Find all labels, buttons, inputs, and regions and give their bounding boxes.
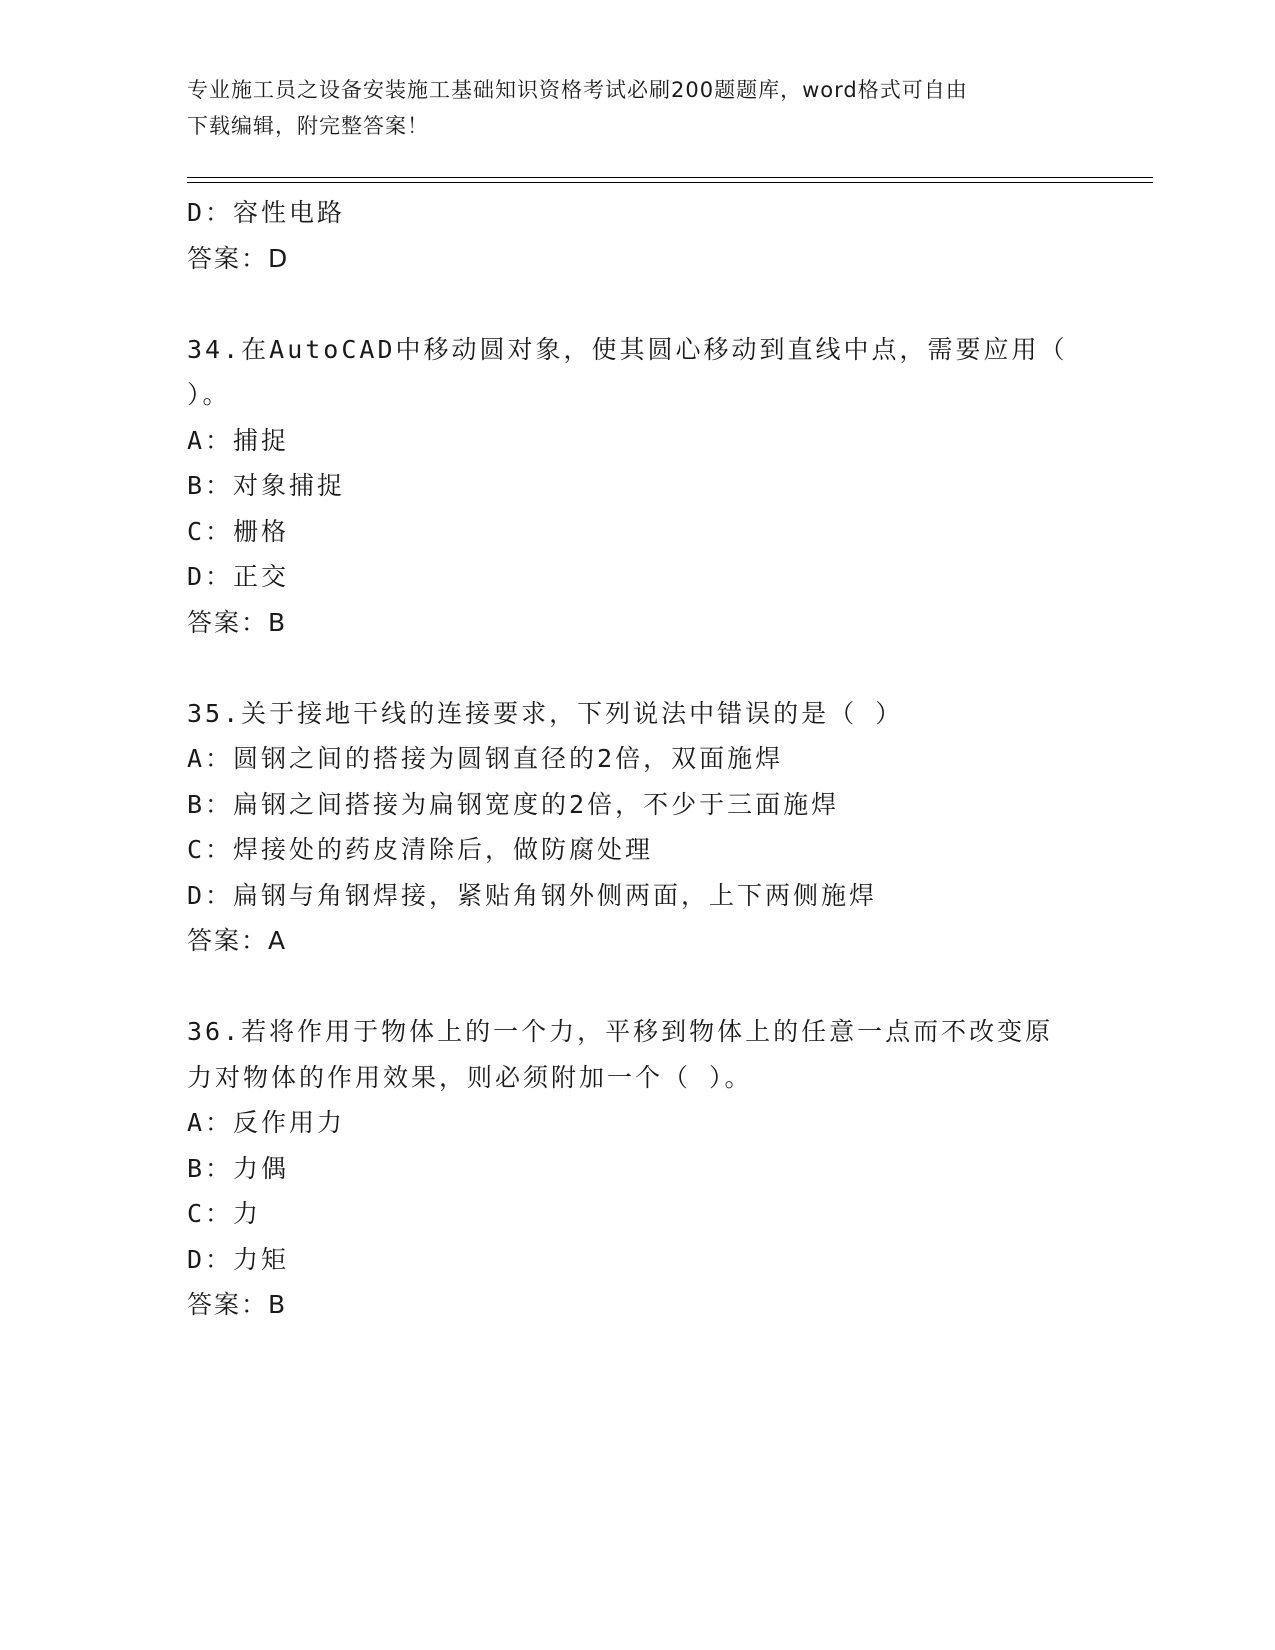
question-34: [187, 327, 1087, 646]
question-36-option-c: C：力: [187, 1199, 262, 1228]
spacer: [187, 281, 1087, 327]
carryover-option-d: D：容性电路: [187, 198, 346, 227]
question-35-option-c: C：焊接处的药皮清除后，做防腐处理: [187, 835, 654, 864]
question-36-stem-line-2: 力对物体的作用效果，则必须附加一个（ ）。: [187, 1062, 753, 1092]
question-34-stem-line-1: 34.在AutoCAD中移动圆对象，使其圆心移动到直线中点，需要应用（: [187, 334, 1068, 364]
header-line-1: 专业施工员之设备安装施工基础知识资格考试必刷200题题库，word格式可自由: [187, 78, 968, 102]
question-36: [187, 1009, 1087, 1328]
question-36-option-b: B：力偶: [187, 1153, 290, 1183]
question-36-stem-line-1: 36.若将作用于物体上的一个力，平移到物体上的任意一点而不改变原: [187, 1017, 1054, 1046]
question-35-stem-line-1: 35.关于接地干线的连接要求，下列说法中错误的是（ ）: [187, 698, 904, 728]
header-line-2: 下载编辑，附完整答案！: [187, 114, 429, 138]
question-36-answer: 答案：B: [187, 1290, 288, 1319]
question-35-answer: 答案：A: [187, 926, 288, 955]
question-35-option-a: A：圆钢之间的搭接为圆钢直径的2倍，双面施焊: [187, 744, 784, 773]
header-divider-top: [187, 177, 1153, 178]
spacer: [187, 964, 1087, 1010]
spacer: [187, 645, 1087, 691]
carryover-answer: 答案：D: [187, 243, 290, 273]
question-34-answer: 答案：B: [187, 607, 288, 637]
question-34-option-d: D：正交: [187, 562, 290, 591]
question-list: [187, 190, 1087, 1328]
question-34-option-b: B：对象捕捉: [187, 471, 346, 500]
question-34-option-a: A：捕捉: [187, 425, 290, 455]
question-35: [187, 691, 1087, 964]
question-34-stem-line-2: ）。: [187, 380, 231, 409]
question-35-option-d: D：扁钢与角钢焊接，紧贴角钢外侧两面，上下两侧施焊: [187, 880, 878, 910]
question-36-option-a: A：反作用力: [187, 1108, 346, 1137]
question-34-option-c: C：栅格: [187, 516, 290, 546]
header-divider-bottom: [187, 182, 1153, 183]
question-35-option-b: B：扁钢之间搭接为扁钢宽度的2倍，不少于三面施焊: [187, 789, 840, 819]
document-header: [187, 72, 1087, 144]
question-36-option-d: D：力矩: [187, 1244, 290, 1274]
